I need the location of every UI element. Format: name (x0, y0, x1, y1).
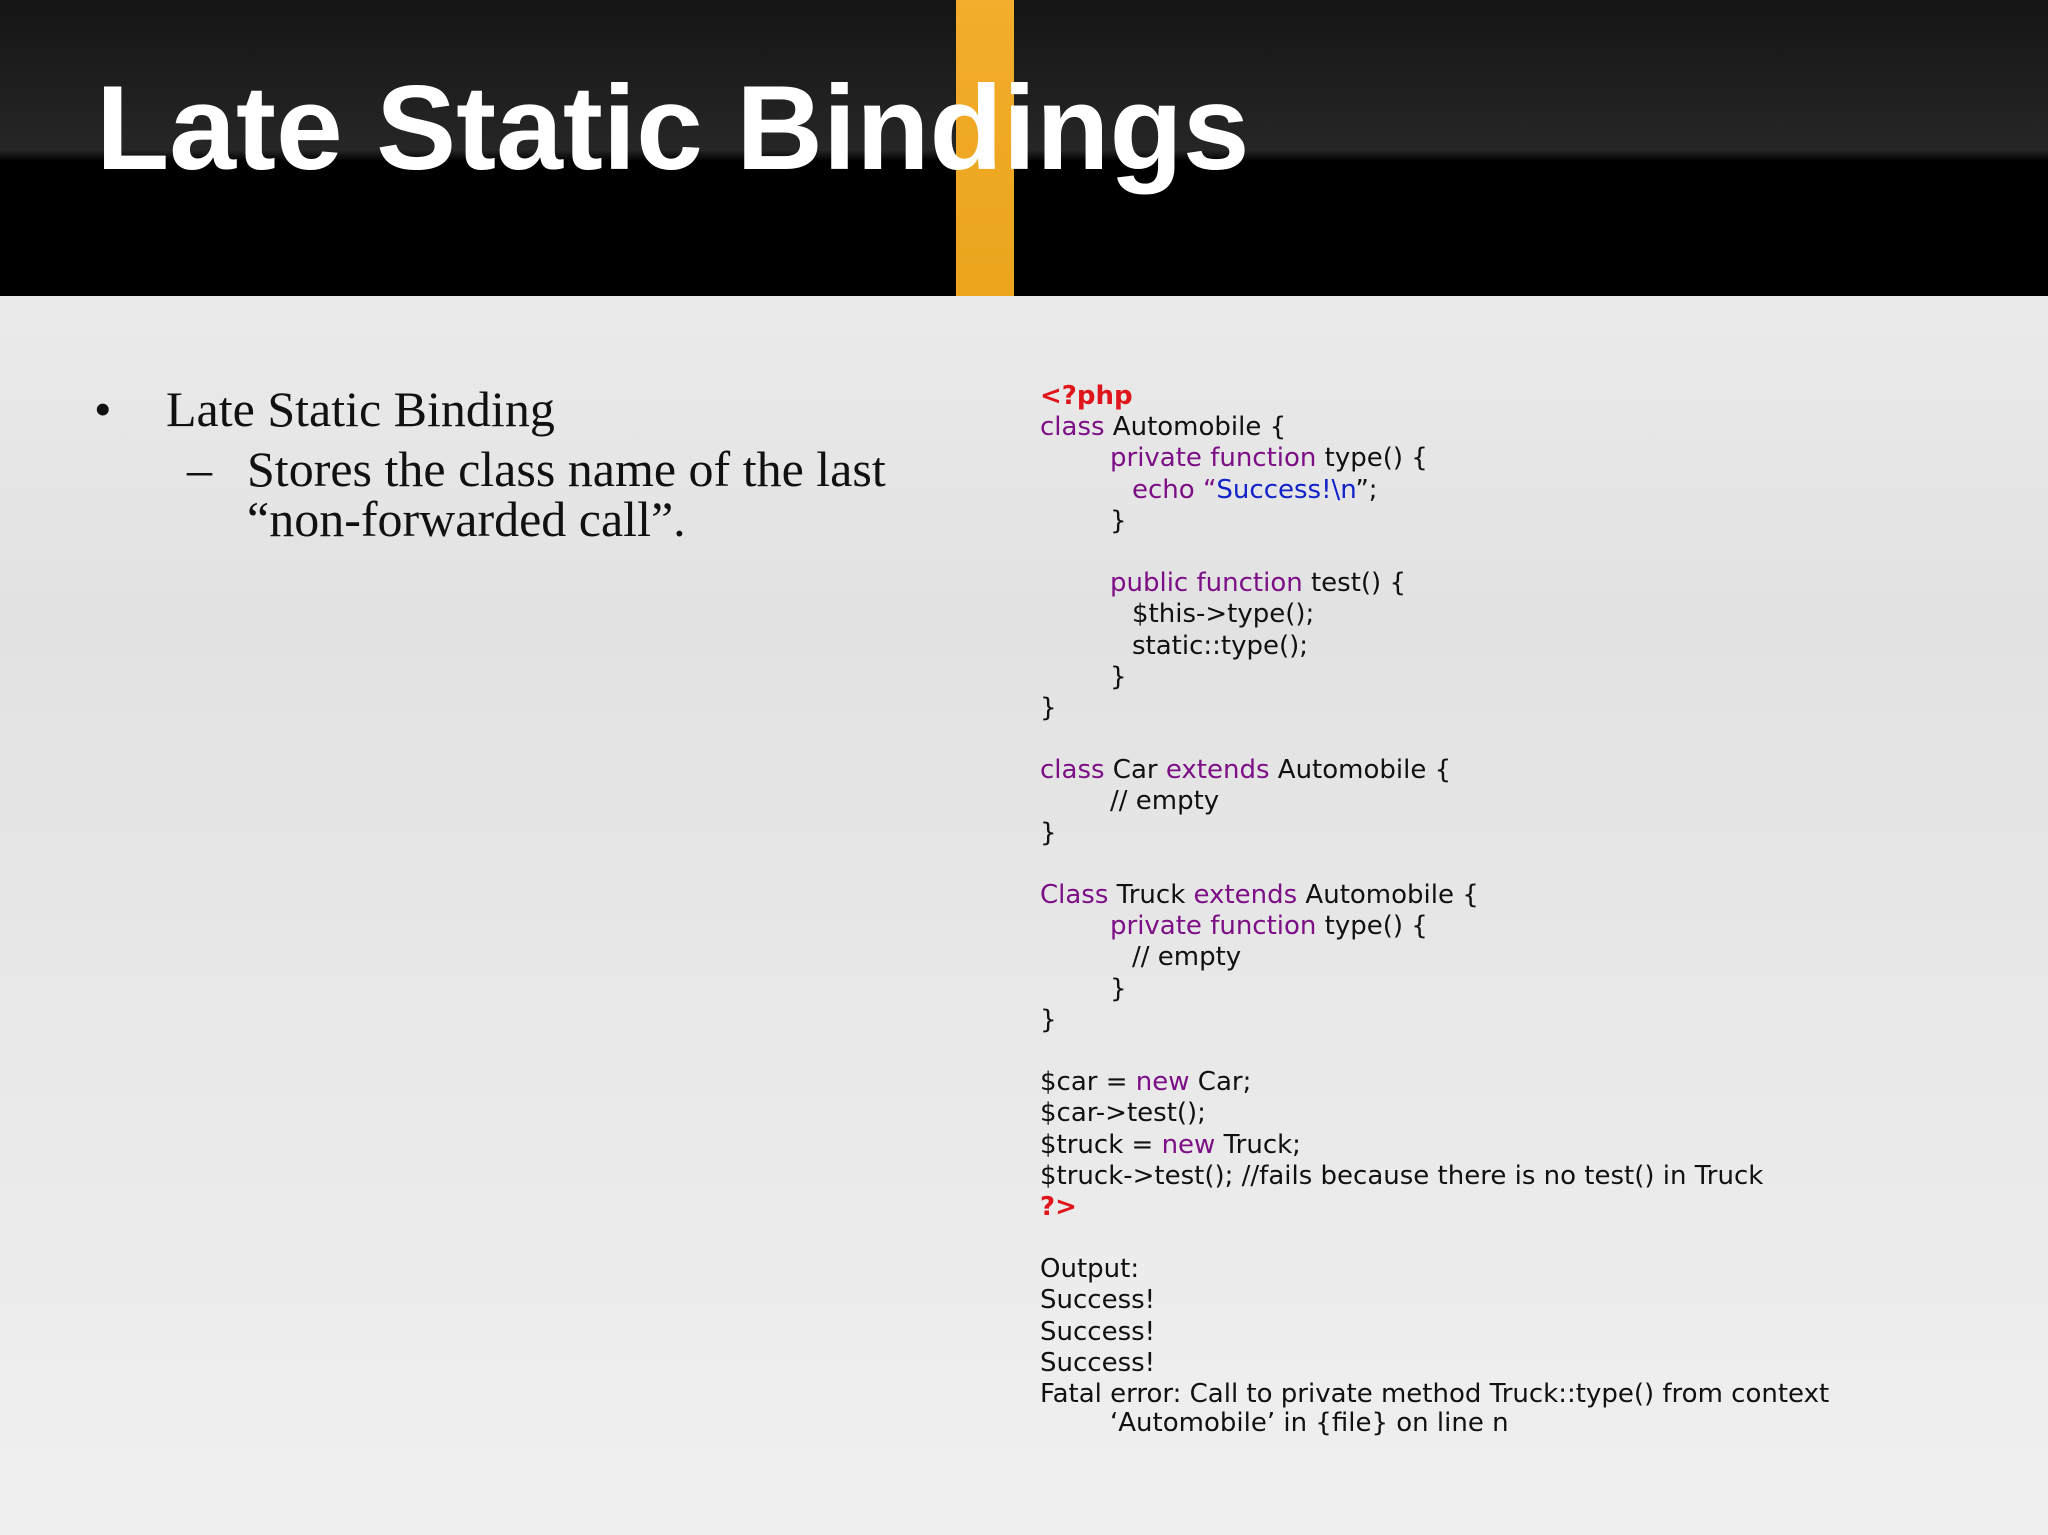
code-line (1040, 755, 2030, 786)
code-keyword: echo “ (1132, 474, 1217, 505)
output-line: Success! (1040, 1316, 1156, 1347)
code-line: $this->type(); (1132, 599, 1315, 630)
code-block (1040, 381, 2030, 1439)
code-text: Car (1104, 755, 1166, 786)
code-line: $truck->test(); //fails because there is no test() in Truck (1040, 1160, 1764, 1191)
code-keyword: private function (1110, 911, 1317, 942)
code-text: $truck = (1040, 1129, 1162, 1160)
code-keyword: new (1135, 1067, 1190, 1098)
code-keyword: extends (1193, 880, 1298, 910)
code-line: } (1110, 973, 1127, 1004)
bullet-marker: • (94, 381, 112, 437)
code-line: } (1110, 505, 1127, 536)
code-line (1040, 1130, 2030, 1161)
sub-bullet-line-1: Stores the class name of the last (247, 441, 886, 497)
code-text: ”; (1355, 474, 1378, 505)
php-open-tag: <?php (1040, 381, 1133, 411)
sub-bullet-marker: – (187, 441, 212, 497)
code-line: } (1110, 661, 1127, 692)
code-line: static::type(); (1132, 630, 1309, 661)
code-line (1040, 880, 2030, 911)
sub-bullet-item (187, 441, 974, 547)
php-close-tag: ?> (1040, 1191, 1077, 1222)
code-line (1040, 412, 2030, 443)
code-line: } (1040, 692, 1057, 723)
code-line (1040, 911, 2030, 942)
code-text: Car; (1189, 1067, 1252, 1098)
code-text: Automobile { (1297, 880, 1479, 910)
code-line (1040, 475, 2030, 506)
code-keyword: public function (1110, 568, 1303, 599)
code-text: $car = (1040, 1067, 1136, 1098)
code-text: type() { (1316, 443, 1428, 474)
code-keyword: new (1161, 1129, 1216, 1160)
code-keyword: class (1040, 755, 1105, 786)
code-blank-line (1040, 849, 2030, 880)
code-blank-line (1040, 537, 2030, 568)
output-error-line: Fatal error: Call to private method Truck::type() from context (1040, 1379, 1830, 1409)
code-text: type() { (1316, 911, 1428, 942)
code-keyword: private function (1110, 443, 1317, 474)
code-string: Success!\n (1216, 474, 1356, 505)
code-comment: // empty (1132, 942, 1242, 973)
code-text: Truck; (1215, 1129, 1301, 1160)
code-text: Truck (1108, 880, 1194, 910)
bullet-text: Late Static Binding (166, 381, 555, 437)
code-line: } (1040, 1004, 1057, 1035)
code-blank-line (1040, 724, 2030, 755)
output-line: Success! (1040, 1347, 1156, 1378)
code-line (1040, 568, 2030, 599)
code-text: test() { (1302, 568, 1406, 599)
bullet-list (94, 378, 974, 547)
sub-bullet-line-2: “non-forwarded call”. (247, 491, 686, 547)
slide-title: Late Static Bindings (96, 61, 1250, 195)
code-text: Automobile { (1269, 755, 1452, 786)
code-line: $car->test(); (1040, 1098, 1206, 1129)
code-blank-line (1040, 1223, 2030, 1254)
code-blank-line (1040, 1036, 2030, 1067)
code-text: Automobile { (1104, 412, 1287, 443)
bullet-item (94, 378, 974, 440)
output-line: Success! (1040, 1285, 1156, 1316)
code-line (1040, 443, 2030, 474)
code-line: } (1040, 817, 1057, 848)
output-label: Output: (1040, 1254, 1140, 1285)
output-error-continuation: ‘Automobile’ in {file} on line n (1110, 1408, 1509, 1439)
code-line (1040, 1067, 2030, 1098)
code-keyword: class (1040, 412, 1105, 443)
code-comment: // empty (1110, 786, 1220, 817)
code-keyword: Class (1040, 880, 1109, 910)
code-keyword: extends (1165, 755, 1270, 786)
